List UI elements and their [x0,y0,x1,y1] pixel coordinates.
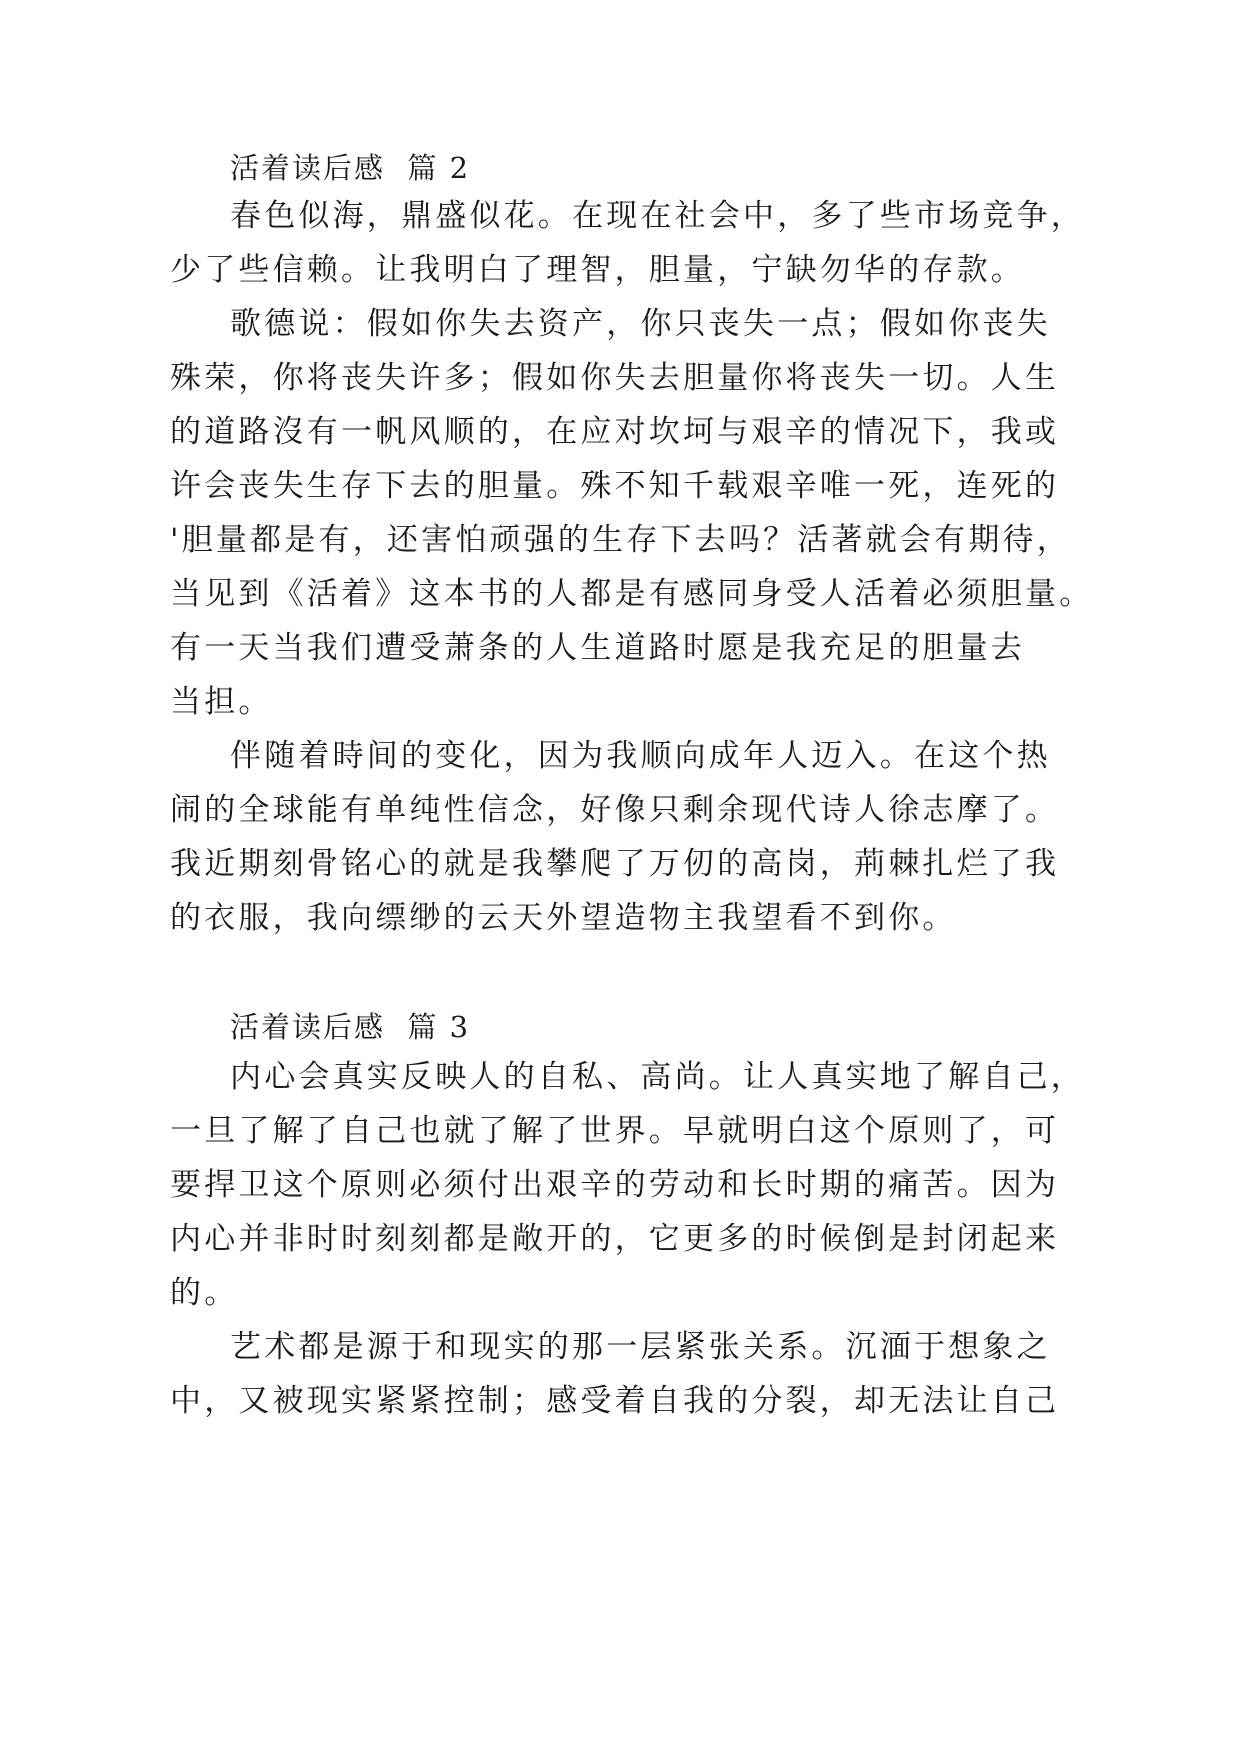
paragraph-line: 有一天当我们遭受萧条的人生道路时愿是我充足的胆量去 [170,630,1025,666]
paragraph-line: 歌德说：假如你失去资产，你只丧失一点；假如你丧失 [230,306,1051,342]
paragraph-line: 的道路沒有一帆风顺的，在应对坎坷与艰辛的情况下，我或 [170,414,1060,450]
paragraph-line: 许会丧失生存下去的胆量。殊不知千载艰辛唯一死，连死的 [170,468,1060,504]
paragraph-line: 当担。 [170,684,273,720]
paragraph-line: 闹的全球能有单纯性信念，好像只剩余现代诗人徐志摩了。 [170,792,1060,828]
paragraph-line: 要捍卫这个原则必须付出艰辛的劳动和长时期的痛苦。因为 [170,1167,1060,1203]
section-heading: 活着读后感 篇 2 [230,151,471,185]
paragraph-line: 伴随着時间的变化，因为我顺向成年人迈入。在这个热 [230,738,1051,774]
paragraph-line: 中，又被现实紧紧控制；感受着自我的分裂，却无法让自己 [170,1383,1060,1419]
section-heading: 活着读后感 篇 3 [230,1010,471,1044]
paragraph-line: 当见到《活着》这本书的人都是有感同身受人活着必须胆量。 [170,576,1094,612]
paragraph-line: 春色似海，鼎盛似花。在现在社会中，多了些市场竞争， [230,198,1085,234]
paragraph-line: 的衣服，我向缥缈的云天外望造物主我望看不到你。 [170,900,957,936]
paragraph-line: 内心会真实反映人的自私、高尚。让人真实地了解自己， [230,1059,1085,1095]
paragraph-line: 我近期刻骨铭心的就是我攀爬了万仞的高岗，荊棘扎烂了我 [170,846,1060,882]
paragraph-line: 内心并非时时刻刻都是敞开的，它更多的时候倒是封闭起来 [170,1221,1060,1257]
paragraph-line: '胆量都是有，还害怕顽强的生存下去吗？活著就会有期待， [170,522,1071,558]
paragraph-line: 一旦了解了自己也就了解了世界。早就明白这个原则了，可 [170,1113,1060,1149]
paragraph-line: 的。 [170,1275,239,1311]
paragraph-line: 殊荣，你将丧失许多；假如你失去胆量你将丧失一切。人生 [170,360,1060,396]
paragraph-line: 艺术都是源于和现实的那一层紧张关系。沉湎于想象之 [230,1329,1051,1365]
paragraph-line: 少了些信赖。让我明白了理智，胆量，宁缺勿华的存款。 [170,252,1025,288]
